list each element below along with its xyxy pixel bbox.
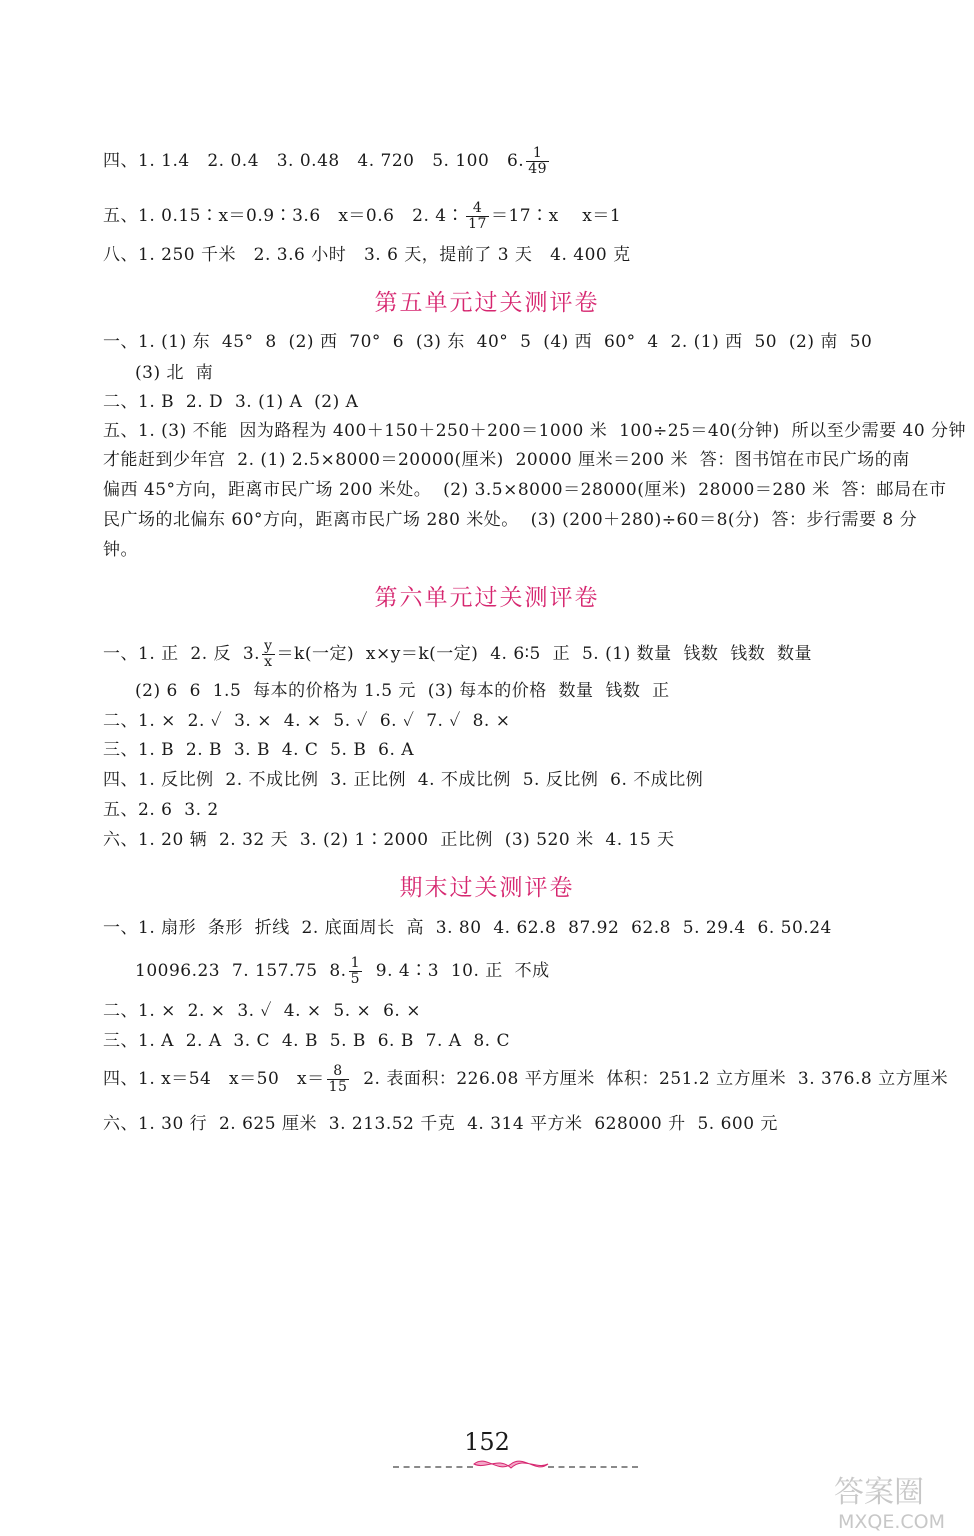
fraction: $\frac{4}{17}$ — [468, 200, 487, 232]
fraction: $\frac{1}{5}$ — [350, 955, 360, 987]
ribbon-ornament-icon — [472, 1452, 550, 1476]
svg-text:答案圈: 答案圈 — [834, 1475, 924, 1510]
fraction: $\frac{y}{x}$ — [264, 638, 273, 670]
dashed-divider-left — [393, 1466, 473, 1468]
answer-line: 八、1. 250 千米 2. 3.6 小时 3. 6 天，提前了 3 天 4. 400 克 — [103, 245, 631, 265]
fraction: $\frac{8}{15}$ — [328, 1063, 348, 1095]
section-title: 第五单元过关测评卷 — [374, 290, 600, 316]
answer-line: 三、1. B 2. B 3. B 4. C 5. B 6. A — [103, 740, 415, 760]
answer-line: 钟。 — [103, 540, 138, 560]
dashed-divider-right — [548, 1466, 638, 1468]
answer-line: 六、1. 30 行 2. 625 厘米 3. 213.52 千克 4. 314 平方米 628000 升 5. 600 元 — [103, 1114, 778, 1134]
answer-line: 四、1. 1.4 2. 0.4 3. 0.48 4. 720 5. 100 6. $\frac{1}{49}$ — [103, 145, 548, 177]
answer-line: 二、1. × 2. × 3. ✓ 4. × 5. × 6. × — [103, 1001, 421, 1021]
svg-text:MXQE.COM: MXQE.COM — [838, 1511, 946, 1532]
answer-line: 六、1. 20 辆 2. 32 天 3. (2) 1∶2000 正比例 (3) 520 米 4. 15 天 — [103, 830, 675, 850]
section-title: 第六单元过关测评卷 — [374, 585, 600, 611]
watermark-logo-icon — [830, 1470, 970, 1532]
answer-line: 三、1. A 2. A 3. C 4. B 5. B 6. B 7. A 8. C — [103, 1031, 510, 1051]
answer-line: 五、1. (3) 不能 因为路程为 400＋150＋250＋200＝1000 米 100÷25＝40(分钟) 所以至少需要 40 分钟 — [103, 421, 967, 441]
fraction: $\frac{1}{49}$ — [528, 145, 548, 177]
answer-line: 五、2. 6 3. 2 — [103, 800, 219, 820]
answer-line: 一、1. 正 2. 反 3. $\frac{y}{x}$ ＝k(一定) x×y＝k(一定) 4. 6∶5 正 5. (1) 数量 钱数 钱数 数量 — [103, 638, 813, 670]
answer-line: 10096.23 7. 157.75 8. $\frac{1}{5}$ 9. 4∶3 10. 正 不成 — [135, 955, 550, 987]
answer-line: 一、1. 扇形 条形 折线 2. 底面周长 高 3. 80 4. 62.8 87.92 62.8 5. 29.4 6. 50.24 — [103, 918, 832, 938]
answer-line: 一、1. (1) 东 45° 8 (2) 西 70° 6 (3) 东 40° 5 (4) 西 60° 4 2. (1) 西 50 (2) 南 50 — [103, 332, 873, 352]
answer-line: (3) 北 南 — [135, 363, 214, 383]
answer-line: 二、1. B 2. D 3. (1) A (2) A — [103, 392, 359, 412]
answer-line: 五、1. 0.15∶x＝0.9∶3.6 x＝0.6 2. 4∶ $\frac{4}{17}$ ＝17∶x x＝1 — [103, 200, 622, 232]
answer-line: 四、1. 反比例 2. 不成比例 3. 正比例 4. 不成比例 5. 反比例 6. 不成比例 — [103, 770, 704, 790]
answer-line: 二、1. × 2. ✓ 3. × 4. × 5. ✓ 6. ✓ 7. ✓ 8. × — [103, 711, 511, 731]
section-title: 期末过关测评卷 — [399, 875, 575, 901]
answer-line: 民广场的北偏东 60°方向，距离市民广场 280 米处。 (3) (200＋280)÷60＝8(分) 答：步行需要 8 分 — [103, 510, 918, 530]
page-number: 152 — [464, 1428, 510, 1456]
answer-line: 偏西 45°方向，距离市民广场 200 米处。 (2) 3.5×8000＝28000(厘米) 28000＝280 米 答：邮局在市 — [103, 480, 947, 500]
answer-line: (2) 6 6 1.5 每本的价格为 1.5 元 (3) 每本的价格 数量 钱数 正 — [135, 681, 670, 701]
answer-line: 四、1. x＝54 x＝50 x＝ $\frac{8}{15}$ 2. 表面积：226.08 平方厘米 体积：251.2 立方厘米 3. 376.8 立方厘米 — [103, 1063, 949, 1095]
answer-line: 才能赶到少年宫 2. (1) 2.5×8000＝20000(厘米) 20000 厘米＝200 米 答：图书馆在市民广场的南 — [103, 450, 910, 470]
